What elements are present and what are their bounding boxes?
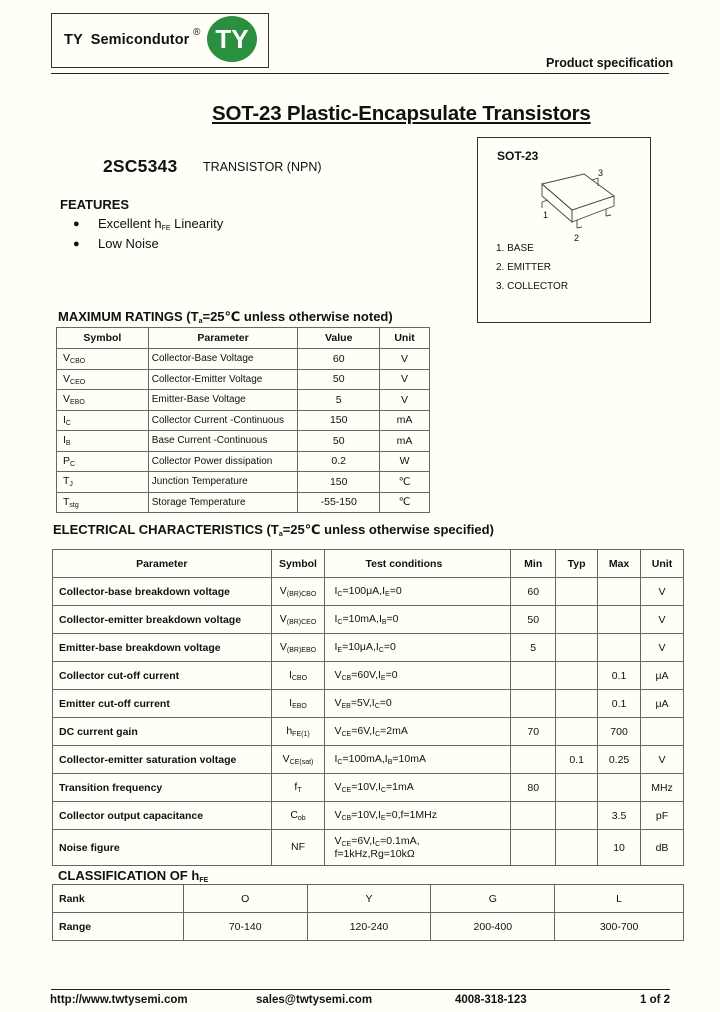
min-cell	[511, 830, 556, 866]
parameter-cell: Collector-base breakdown voltage	[53, 578, 272, 606]
value-cell: 0.2	[298, 451, 380, 472]
electrical-characteristics-table	[52, 549, 684, 866]
column-header: Test conditions	[325, 550, 511, 578]
parameter-cell: DC current gain	[53, 718, 272, 746]
table-cell: L	[555, 885, 684, 913]
symbol-subscript: ob	[297, 815, 306, 822]
unit-cell: ℃	[380, 492, 430, 513]
heading-text-suffix: =25℃ unless otherwise noted)	[202, 309, 393, 324]
symbol: V	[63, 352, 71, 365]
header-divider	[51, 73, 669, 74]
registered-mark: ®	[193, 27, 201, 38]
pin-2-description: 2. EMITTER	[496, 262, 552, 273]
column-header: Value	[298, 328, 380, 349]
heading-text: ELECTRICAL CHARACTERISTICS (T	[53, 522, 279, 537]
parameter-cell: Collector-emitter breakdown voltage	[53, 606, 272, 634]
symbol-subscript: C	[65, 419, 71, 427]
table-row	[53, 774, 684, 802]
symbol-subscript: CEO	[70, 378, 86, 386]
symbol: f	[294, 781, 298, 793]
symbol: V	[279, 641, 287, 653]
min-cell	[511, 746, 556, 774]
part-type: TRANSISTOR (NPN)	[203, 160, 322, 174]
symbol-cell	[57, 431, 149, 452]
table-cell: Y	[307, 885, 431, 913]
unit-cell: W	[380, 451, 430, 472]
column-header: Parameter	[148, 328, 298, 349]
symbol: V	[279, 613, 287, 625]
table-row	[53, 746, 684, 774]
pin-label-2: 2	[574, 233, 580, 243]
test-condition-cell: $I_E=10\mu A,I_C=0$	[325, 634, 511, 662]
symbol-cell	[271, 746, 325, 774]
typ-cell	[556, 606, 598, 634]
parameter-cell: Collector Power dissipation	[148, 451, 298, 472]
test-condition-cell: $V_{CB}=10V,I_E=0,f=1MHz$	[325, 802, 511, 830]
symbol-subscript: (BR)CBO	[286, 591, 317, 598]
table-row	[53, 885, 684, 913]
footer-page-number: 1 of 2	[640, 994, 671, 1006]
symbol-subscript: EBO	[70, 399, 85, 407]
footer-website-link[interactable]: http://www.twtysemi.com	[50, 994, 188, 1006]
table-cell: O	[183, 885, 307, 913]
max-cell: 0.25	[598, 746, 641, 774]
table-row	[57, 492, 430, 513]
table-header-row	[57, 328, 430, 349]
typ-cell	[556, 662, 598, 690]
footer-phone: 4008-318-123	[455, 994, 527, 1006]
table-row	[53, 830, 684, 866]
max-cell	[598, 606, 641, 634]
symbol: V	[279, 585, 287, 597]
parameter-cell: Collector output capacitance	[53, 802, 272, 830]
unit-cell: V	[641, 606, 684, 634]
rank-label: Rank	[53, 885, 184, 913]
column-header: Max	[598, 550, 641, 578]
part-number: 2SC5343	[103, 156, 178, 176]
heading-text: MAXIMUM RATINGS (T	[58, 309, 199, 324]
max-cell: 0.1	[598, 690, 641, 718]
parameter-cell: Collector-emitter saturation voltage	[53, 746, 272, 774]
document-title: SOT-23 Plastic-Encapsulate Transistors	[212, 102, 591, 125]
unit-cell: V	[641, 634, 684, 662]
typ-cell	[556, 802, 598, 830]
parameter-cell: Collector Current -Continuous	[148, 410, 298, 431]
classification-table	[52, 884, 684, 941]
symbol: V	[63, 372, 71, 385]
column-header: Min	[511, 550, 556, 578]
parameter-cell: Storage Temperature	[148, 492, 298, 513]
column-header: Symbol	[57, 328, 149, 349]
parameter-cell: Noise figure	[53, 830, 272, 866]
table-row	[57, 410, 430, 431]
min-cell	[511, 690, 556, 718]
unit-cell: mA	[380, 431, 430, 452]
table-row	[53, 606, 684, 634]
symbol-subscript: EBO	[292, 703, 307, 710]
table-cell: 120-240	[307, 913, 431, 941]
symbol-subscript: FE(1)	[292, 731, 310, 738]
typ-cell	[556, 774, 598, 802]
symbol-cell	[271, 718, 325, 746]
symbol-cell	[271, 606, 325, 634]
heading-text: CLASSIFICATION OF h	[58, 868, 200, 883]
feature-item	[98, 216, 223, 232]
column-header: Symbol	[271, 550, 325, 578]
unit-cell: mA	[380, 410, 430, 431]
parameter-cell: Emitter-Base Voltage	[148, 390, 298, 411]
electrical-heading	[53, 522, 494, 538]
unit-cell: pF	[641, 802, 684, 830]
table-row	[57, 349, 430, 370]
table-row	[53, 802, 684, 830]
symbol-subscript: C	[70, 460, 76, 468]
typ-cell	[556, 718, 598, 746]
value-cell: -55-150	[298, 492, 380, 513]
symbol-cell	[57, 390, 149, 411]
symbol-cell	[271, 774, 325, 802]
pin-label-1: 1	[543, 210, 549, 220]
symbol-subscript: CBO	[291, 675, 308, 682]
symbol: V	[63, 393, 71, 406]
heading-text-suffix: =25℃ unless otherwise specified)	[282, 522, 494, 537]
footer-email-link[interactable]: sales@twtysemi.com	[256, 994, 373, 1006]
unit-cell: μA	[641, 690, 684, 718]
max-ratings-table	[56, 327, 430, 513]
test-condition-cell: $I_C=100mA,I_B=10mA$	[325, 746, 511, 774]
max-cell	[598, 634, 641, 662]
table-row	[53, 913, 684, 941]
symbol-cell	[271, 690, 325, 718]
symbol-cell	[57, 451, 149, 472]
value-cell: 60	[298, 349, 380, 370]
value-cell: 150	[298, 410, 380, 431]
feature-text-suffix: Linearity	[170, 216, 224, 231]
company-logo: TY	[207, 16, 257, 62]
bullet-icon: ●	[73, 218, 80, 230]
table-cell: G	[431, 885, 555, 913]
max-ratings-heading	[58, 309, 393, 325]
symbol-cell	[271, 830, 325, 866]
value-cell: 5	[298, 390, 380, 411]
typ-cell: 0.1	[556, 746, 598, 774]
table-cell: 200-400	[431, 913, 555, 941]
symbol: T	[63, 495, 70, 508]
symbol-cell	[57, 349, 149, 370]
test-condition-cell: $V_{CE}=10V,I_C=1mA$	[325, 774, 511, 802]
classification-heading	[58, 868, 208, 884]
symbol-cell	[271, 662, 325, 690]
table-row	[57, 369, 430, 390]
symbol-cell	[57, 369, 149, 390]
unit-cell	[641, 718, 684, 746]
table-row	[53, 634, 684, 662]
table-row	[57, 390, 430, 411]
symbol-cell	[271, 578, 325, 606]
unit-cell: V	[641, 578, 684, 606]
max-cell: 700	[598, 718, 641, 746]
table-row	[53, 662, 684, 690]
min-cell: 5	[511, 634, 556, 662]
symbol: I	[63, 434, 66, 447]
typ-cell	[556, 578, 598, 606]
symbol-subscript: (BR)CEO	[286, 619, 317, 626]
parameter-cell: Collector cut-off current	[53, 662, 272, 690]
heading-subscript: a	[198, 318, 203, 325]
parameter-cell: Emitter-base breakdown voltage	[53, 634, 272, 662]
package-title: SOT-23	[497, 149, 539, 163]
unit-cell: ℃	[380, 472, 430, 493]
company-name: TY Semicondutor	[64, 32, 190, 48]
symbol: h	[286, 725, 293, 737]
product-specification-label: Product specification	[546, 56, 674, 70]
symbol: I	[288, 669, 292, 681]
table-cell: 70-140	[183, 913, 307, 941]
symbol: P	[63, 454, 71, 467]
symbol-subscript: J	[69, 481, 73, 489]
heading-subscript: a	[278, 531, 283, 538]
parameter-cell: Junction Temperature	[148, 472, 298, 493]
symbol-cell	[271, 802, 325, 830]
symbol-subscript: CE(sat)	[289, 759, 314, 766]
max-cell: 0.1	[598, 662, 641, 690]
max-cell	[598, 578, 641, 606]
symbol-subscript: stg	[69, 501, 79, 509]
bullet-icon: ●	[73, 238, 80, 250]
min-cell: 60	[511, 578, 556, 606]
footer-divider	[51, 989, 670, 990]
unit-cell: V	[380, 390, 430, 411]
parameter-cell: Collector-Base Voltage	[148, 349, 298, 370]
symbol-cell	[57, 492, 149, 513]
test-condition-cell: $I_C=10mA,I_B=0$	[325, 606, 511, 634]
unit-cell: V	[380, 349, 430, 370]
range-label: Range	[53, 913, 184, 941]
pin-3-description: 3. COLLECTOR	[496, 281, 569, 292]
column-header: Unit	[641, 550, 684, 578]
feature-item	[98, 236, 159, 251]
parameter-cell: Base Current -Continuous	[148, 431, 298, 452]
pin-1-description: 1. BASE	[496, 243, 534, 254]
features-heading: FEATURES	[60, 197, 130, 212]
unit-cell: MHz	[641, 774, 684, 802]
max-cell	[598, 774, 641, 802]
parameter-cell: Collector-Emitter Voltage	[148, 369, 298, 390]
min-cell: 70	[511, 718, 556, 746]
symbol-subscript: B	[65, 440, 71, 448]
min-cell: 80	[511, 774, 556, 802]
test-condition-cell: $I_C=100\mu A,I_E=0$	[325, 578, 511, 606]
typ-cell	[556, 634, 598, 662]
typ-cell	[556, 690, 598, 718]
pin-label-3: 3	[598, 168, 604, 178]
symbol: T	[63, 475, 70, 488]
table-cell: 300-700	[555, 913, 684, 941]
column-header: Typ	[556, 550, 598, 578]
min-cell	[511, 662, 556, 690]
test-condition-cell: $V_{EB}=5V,I_C=0$	[325, 690, 511, 718]
table-row	[53, 718, 684, 746]
table-row	[53, 690, 684, 718]
symbol: I	[289, 697, 293, 709]
typ-cell	[556, 830, 598, 866]
feature-text: Excellent h	[98, 216, 162, 231]
unit-cell: dB	[641, 830, 684, 866]
table-row	[57, 431, 430, 452]
table-row	[53, 578, 684, 606]
test-condition-cell: $V_{CE}=6V,I_C=2mA$	[325, 718, 511, 746]
max-cell: 3.5	[598, 802, 641, 830]
value-cell: 50	[298, 431, 380, 452]
symbol: C	[290, 809, 298, 821]
symbol: V	[282, 753, 290, 765]
table-row	[57, 472, 430, 493]
test-condition-cell: $V_{CB}=60V,I_E=0$	[325, 662, 511, 690]
symbol: I	[63, 413, 66, 426]
feature-subscript: FE	[161, 225, 171, 232]
unit-cell: V	[641, 746, 684, 774]
value-cell: 50	[298, 369, 380, 390]
max-cell: 10	[598, 830, 641, 866]
unit-cell: μA	[641, 662, 684, 690]
column-header: Parameter	[53, 550, 272, 578]
table-header-row	[53, 550, 684, 578]
feature-text: Low Noise	[98, 236, 159, 251]
unit-cell: V	[380, 369, 430, 390]
symbol-cell	[57, 472, 149, 493]
min-cell	[511, 802, 556, 830]
test-condition-cell: $V_{CE}=6V,I_C=0.1mA$, f=1kHz,Rg=10kΩ	[325, 830, 511, 866]
min-cell: 50	[511, 606, 556, 634]
symbol-subscript: CBO	[70, 358, 86, 366]
symbol-cell	[57, 410, 149, 431]
column-header: Unit	[380, 328, 430, 349]
table-row	[57, 451, 430, 472]
parameter-cell: Emitter cut-off current	[53, 690, 272, 718]
value-cell: 150	[298, 472, 380, 493]
heading-subscript: FE	[199, 877, 209, 884]
symbol-cell	[271, 634, 325, 662]
symbol-subscript: (BR)EBO	[286, 647, 317, 654]
symbol-subscript: T	[297, 787, 302, 794]
parameter-cell: Transition frequency	[53, 774, 272, 802]
symbol: NF	[291, 841, 305, 853]
